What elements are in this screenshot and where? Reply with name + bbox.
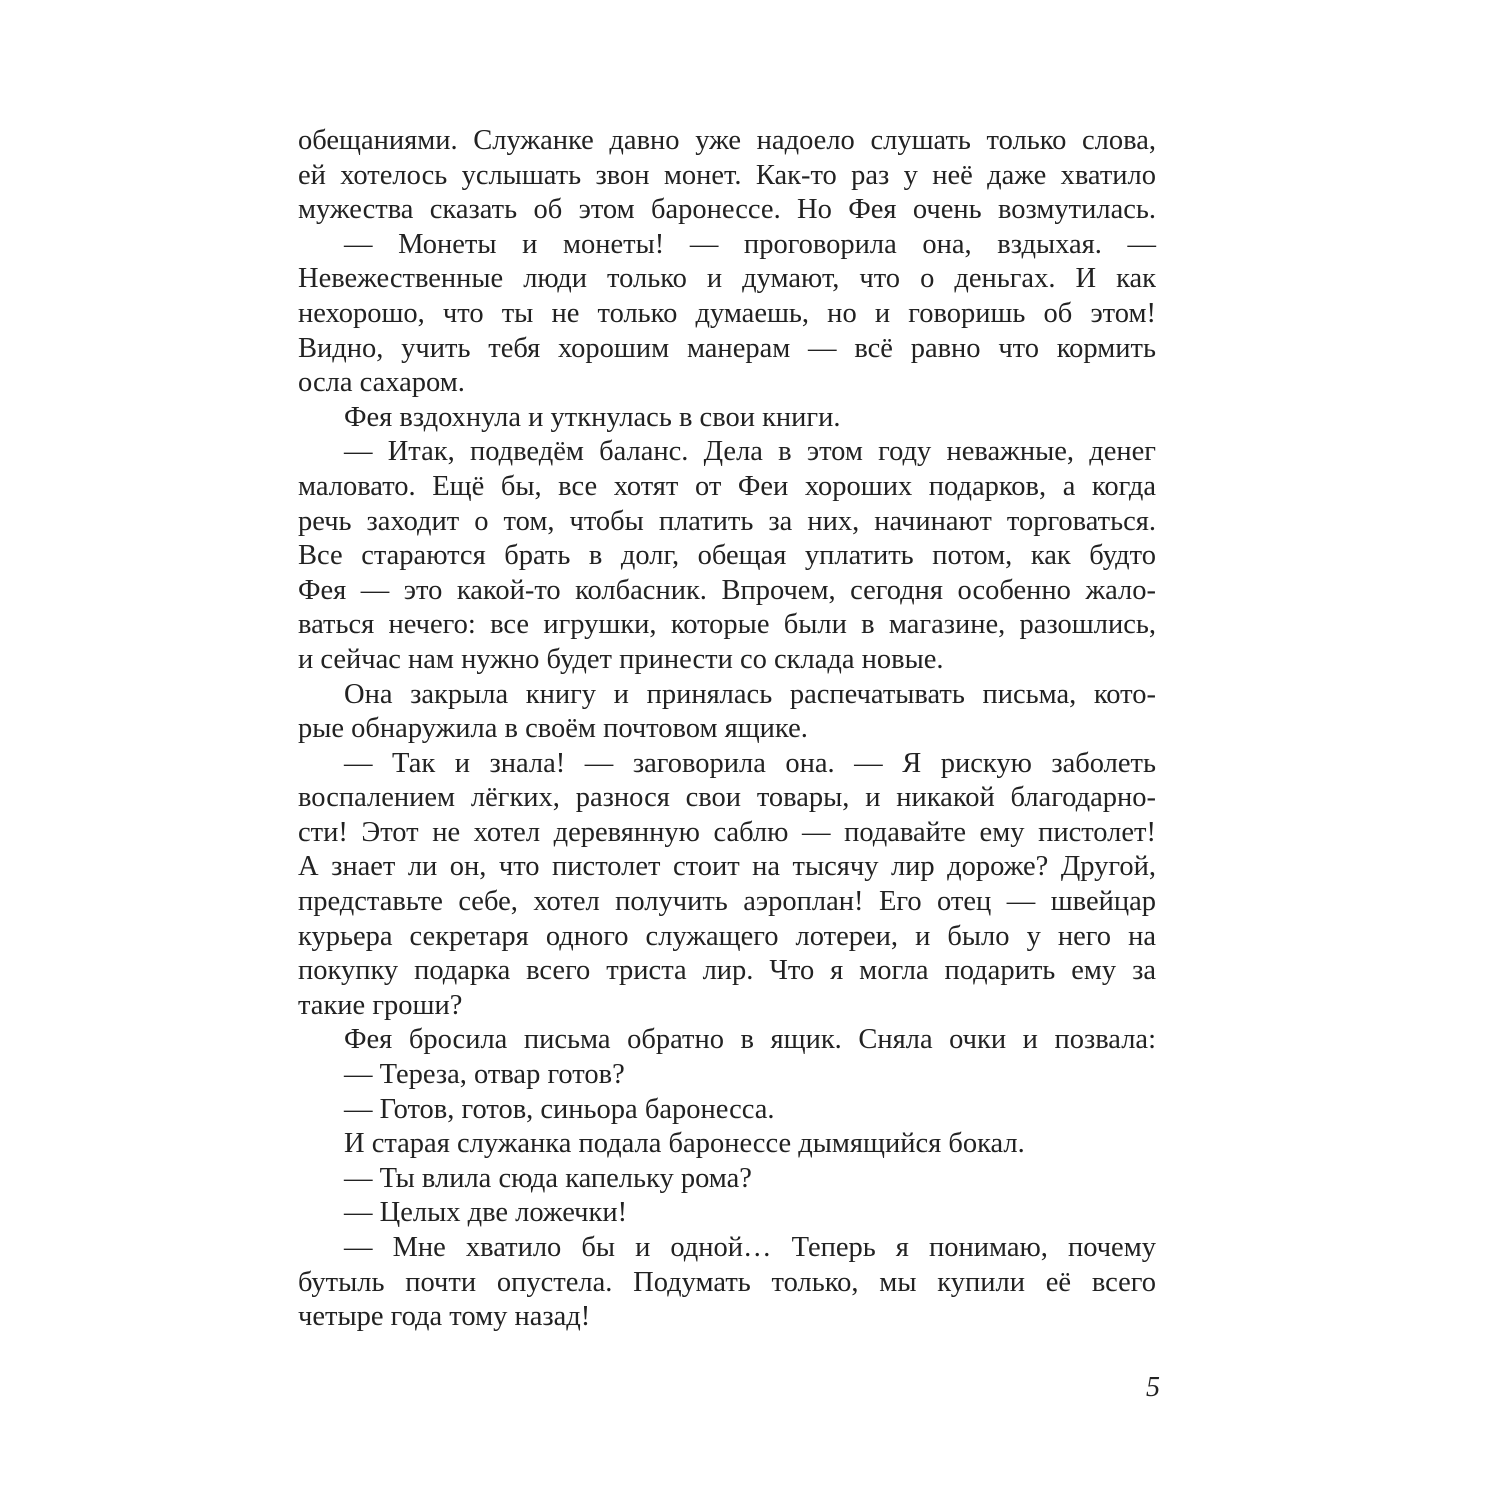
- text-line: Фея — это какой-то колбасник. Впрочем, сегодня особенно жало-: [298, 574, 1156, 606]
- text-line: бутыль почти опустела. Подумать только, мы купили её всего: [298, 1266, 1156, 1298]
- text-line: — Так и знала! — заговорила она. — Я рискую заболеть: [344, 747, 1156, 779]
- text-line: Она закрыла книгу и принялась распечатывать письма, кото-: [344, 678, 1156, 710]
- text-line: И старая служанка подала баронессе дымящийся бокал.: [344, 1128, 1025, 1160]
- text-line: сти! Этот не хотел деревянную саблю — подавайте ему пистолет!: [298, 816, 1156, 848]
- text-line: рые обнаружила в своём почтовом ящике.: [298, 713, 808, 745]
- text-line: — Целых две ложечки!: [344, 1197, 628, 1229]
- text-line: ваться нечего: все игрушки, которые были в магазине, разошлись,: [298, 609, 1156, 641]
- text-line: и сейчас нам нужно будет принести со склада новые.: [298, 643, 944, 675]
- text-line: Фея бросила письма обратно в ящик. Сняла очки и позвала:: [344, 1024, 1156, 1056]
- text-line: Невежественные люди только и думают, что о деньгах. И как: [298, 263, 1156, 295]
- page-number: 5: [1146, 1372, 1160, 1403]
- text-line: — Ты влила сюда капельку рома?: [344, 1162, 752, 1194]
- text-line: — Монеты и монеты! — проговорила она, вздыхая. —: [344, 228, 1156, 260]
- text-line: обещаниями. Служанке давно уже надоело слушать только слова,: [298, 125, 1156, 156]
- text-line: речь заходит о том, чтобы платить за них, начинают торговаться.: [298, 505, 1156, 537]
- text-line: представьте себе, хотел получить аэроплан! Его отец — швейцар: [298, 886, 1156, 918]
- text-line: ей хотелось услышать звон монет. Как-то раз у неё даже хватило: [298, 159, 1156, 191]
- text-line: — Тереза, отвар готов?: [344, 1059, 625, 1091]
- text-line: воспалением лёгких, разнося свои товары, и никакой благодарно-: [298, 782, 1156, 814]
- text-line: А знает ли он, что пистолет стоит на тысячу лир дороже? Другой,: [298, 851, 1156, 883]
- text-line: маловато. Ещё бы, все хотят от Феи хороших подарков, а когда: [298, 470, 1156, 502]
- text-line: нехорошо, что ты не только думаешь, но и говоришь об этом!: [298, 297, 1156, 329]
- text-line: покупку подарка всего триста лир. Что я могла подарить ему за: [298, 955, 1156, 987]
- text-line: Фея вздохнула и уткнулась в свои книги.: [344, 401, 841, 433]
- text-line: осла сахаром.: [298, 367, 465, 399]
- text-line: мужества сказать об этом баронессе. Но Фея очень возмутилась.: [298, 194, 1156, 226]
- text-line: — Готов, готов, синьора баронесса.: [344, 1093, 775, 1125]
- text-line: Все стараются брать в долг, обещая уплатить потом, как будто: [298, 540, 1156, 572]
- text-line: — Итак, подведём баланс. Дела в этом году неважные, денег: [344, 436, 1156, 468]
- text-line: — Мне хватило бы и одной… Теперь я понимаю, почему: [344, 1232, 1156, 1263]
- text-line: курьера секретаря одного служащего лотереи, и было у него на: [298, 920, 1156, 952]
- text-line: такие гроши?: [298, 989, 463, 1021]
- text-line: Видно, учить тебя хорошим манерам — всё равно что кормить: [298, 332, 1156, 364]
- body-text: [298, 124, 1156, 1335]
- text-line: четыре года тому назад!: [298, 1301, 591, 1333]
